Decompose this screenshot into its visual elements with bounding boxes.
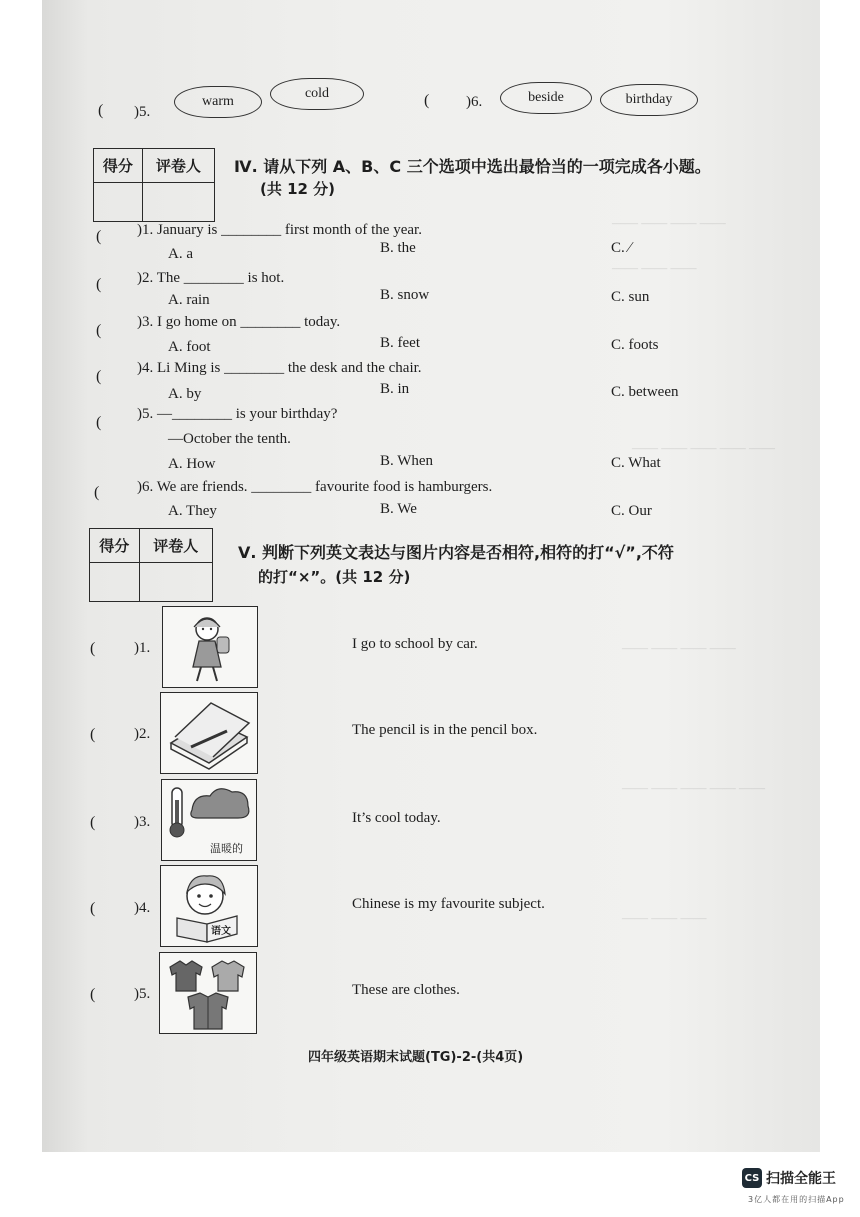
statement: The pencil is in the pencil box. <box>352 722 538 738</box>
option-a: A. They <box>168 503 217 519</box>
question-number: )5. <box>134 104 151 120</box>
question-stem: )4. Li Ming is ________ the desk and the chair. <box>137 360 422 376</box>
statement: I go to school by car. <box>352 636 478 652</box>
score-table <box>93 148 215 222</box>
option-c: C. Our <box>611 503 652 519</box>
reading-boy-icon <box>160 865 258 947</box>
option-a: A. a <box>168 246 193 262</box>
option-b: B. We <box>380 501 417 517</box>
option-b: B. snow <box>380 287 430 303</box>
question-stem: )2. The ________ is hot. <box>137 270 285 286</box>
question-number: )5. <box>134 986 151 1002</box>
word-cloud: beside <box>500 82 592 114</box>
option-a: A. by <box>168 386 202 402</box>
answer-paren[interactable]: ( <box>94 484 100 501</box>
question-number: )6. <box>466 94 483 110</box>
section-5-subtitle: 的打“×”。(共 12 分) <box>258 568 411 586</box>
pencil-box-icon <box>160 692 258 774</box>
grader-cell[interactable] <box>142 183 214 222</box>
option-b: B. When <box>380 453 434 469</box>
question-stem: )5. —________ is your birthday? <box>137 406 338 422</box>
question-number: )2. <box>134 726 151 742</box>
section-5-title: Ⅴ. 判断下列英文表达与图片内容是否相符,相符的打“√”,不符 <box>238 543 674 562</box>
option-a: A. foot <box>168 339 211 355</box>
word-cloud: warm <box>174 86 262 118</box>
paren-open: ( <box>98 102 104 119</box>
option-c: C. What <box>611 455 661 471</box>
answer-paren[interactable]: ( <box>96 414 102 431</box>
section-4-subtitle: (共 12 分) <box>260 180 336 198</box>
word-cloud: birthday <box>600 84 698 116</box>
page-footer: 四年级英语期末试题(TG)-2-(共4页) <box>308 1050 524 1065</box>
answer-paren[interactable]: ( <box>90 814 96 831</box>
option-c: C. between <box>611 384 679 400</box>
option-b: B. the <box>380 240 416 256</box>
answer-paren[interactable]: ( <box>90 640 96 657</box>
girl-walking-icon <box>162 606 258 688</box>
question-number: )1. <box>134 640 151 656</box>
camscanner-tagline: 3亿人都在用的扫描App <box>748 1195 845 1204</box>
section-4-title: Ⅳ. 请从下列 A、B、C 三个选项中选出最恰当的一项完成各小题。 <box>234 157 711 176</box>
answer-paren[interactable]: ( <box>96 276 102 293</box>
thermometer-icon <box>161 779 257 861</box>
scanned-page <box>42 0 820 1152</box>
grader-header: 评卷人 <box>139 529 212 563</box>
camscanner-logo-icon: CS <box>742 1168 762 1188</box>
option-a: A. rain <box>168 292 210 308</box>
score-table <box>89 528 213 602</box>
answer-paren[interactable]: ( <box>96 322 102 339</box>
answer-paren[interactable]: ( <box>90 726 96 743</box>
question-number: )3. <box>134 814 151 830</box>
question-number: )4. <box>134 900 151 916</box>
score-cell[interactable] <box>90 563 140 602</box>
option-c: C. sun <box>611 289 650 305</box>
statement: It’s cool today. <box>352 810 441 826</box>
grader-header: 评卷人 <box>142 149 214 183</box>
bleed-through-text: —— —— —— —— —— —— —— —— —— —— —— —— —— —— —— —— —— —— —— —— —— —— —— —— <box>612 215 775 925</box>
statement: Chinese is my favourite subject. <box>352 896 545 912</box>
option-a: A. How <box>168 456 216 472</box>
option-c: C. ∕ <box>611 240 632 256</box>
answer-paren[interactable]: ( <box>90 900 96 917</box>
question-stem: )3. I go home on ________ today. <box>137 314 341 330</box>
option-c: C. foots <box>611 337 659 353</box>
question-stem: )1. January is ________ first month of the year. <box>137 222 422 238</box>
answer-paren[interactable]: ( <box>96 228 102 245</box>
word-cloud: cold <box>270 78 364 110</box>
camscanner-name: 扫描全能王 <box>766 1171 836 1187</box>
answer-paren[interactable]: ( <box>90 986 96 1003</box>
grader-cell[interactable] <box>139 563 212 602</box>
option-b: B. in <box>380 381 410 397</box>
question-stem-line2: —October the tenth. <box>168 431 291 447</box>
answer-paren[interactable]: ( <box>96 368 102 385</box>
picture-label: 温暖的 <box>210 842 243 855</box>
option-b: B. feet <box>380 335 420 351</box>
question-stem: )6. We are friends. ________ favourite food is hamburgers. <box>137 479 493 495</box>
statement: These are clothes. <box>352 982 460 998</box>
score-header: 得分 <box>94 149 143 183</box>
score-header: 得分 <box>90 529 140 563</box>
clothes-icon <box>159 952 257 1034</box>
picture-label: 语文 <box>211 926 231 937</box>
paren-open: ( <box>424 92 430 109</box>
score-cell[interactable] <box>94 183 143 222</box>
